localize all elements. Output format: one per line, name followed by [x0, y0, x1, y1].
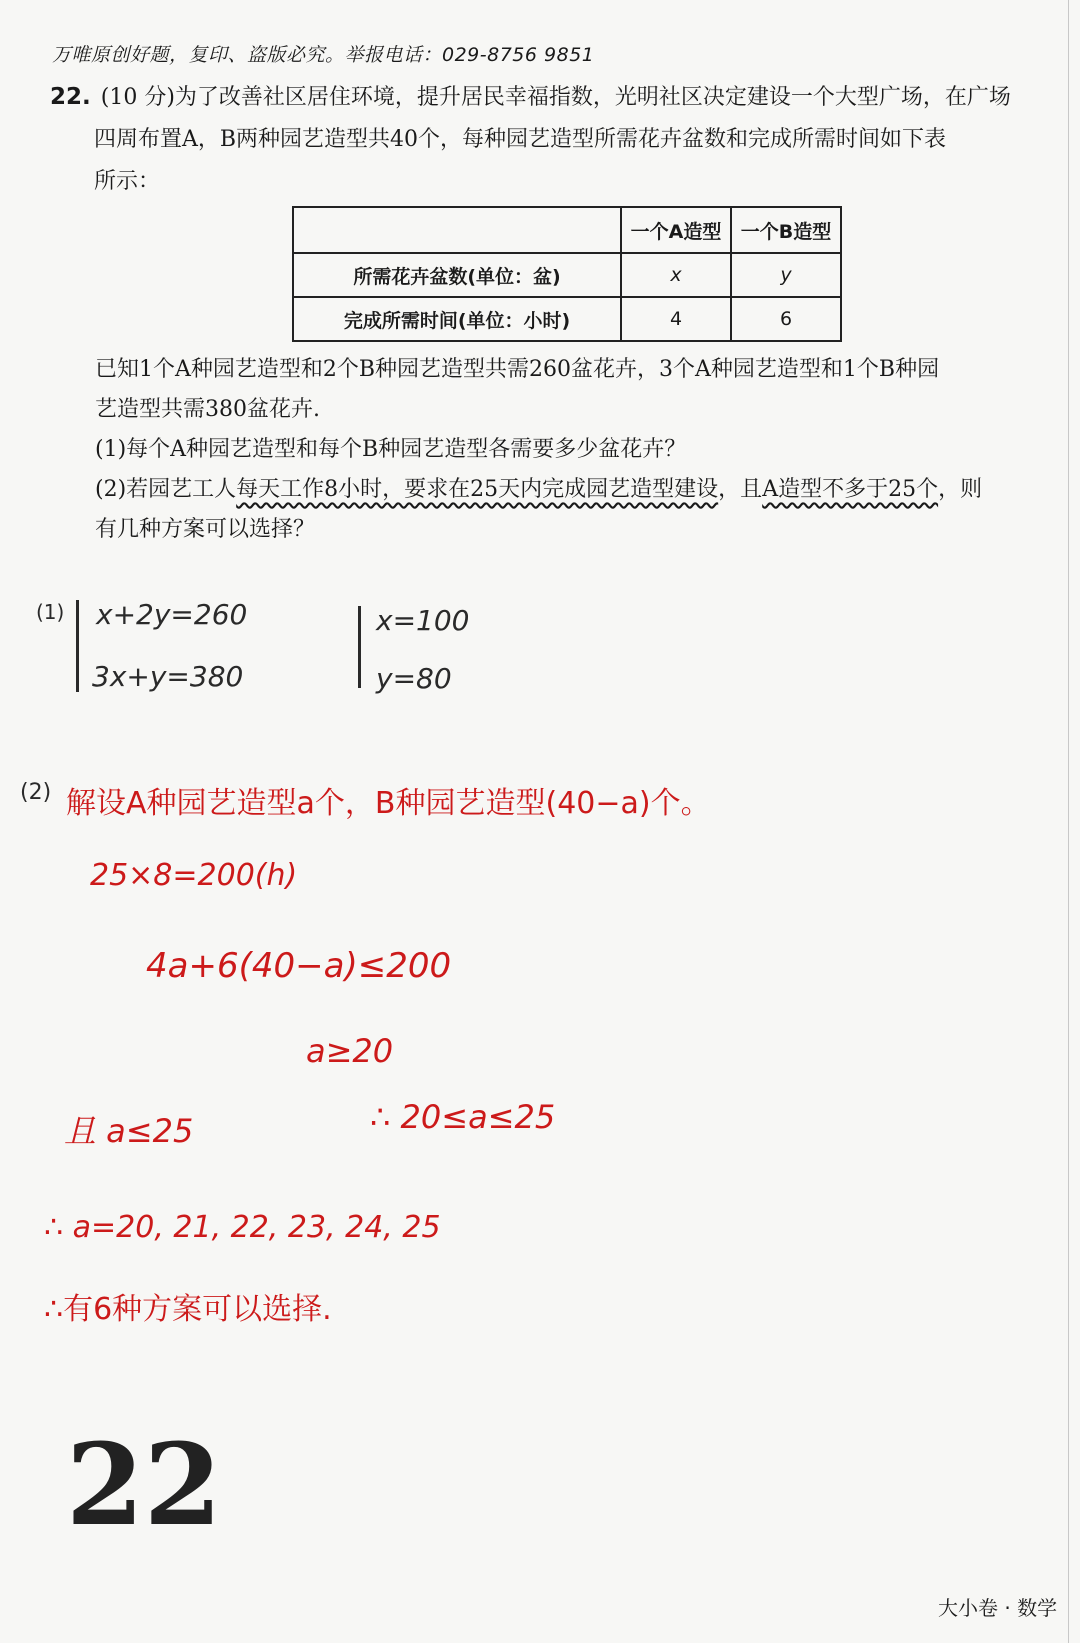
problem-conditions	[95, 350, 1055, 550]
table-cell: x	[621, 253, 731, 297]
solution-x: x=100	[376, 604, 470, 637]
part1-label: (1)	[36, 600, 65, 624]
problem-line-3: 所示：	[94, 169, 161, 194]
table-header-cell	[293, 207, 621, 253]
solution-brace	[358, 606, 367, 688]
problem-number: 22.	[50, 84, 91, 110]
table-cell: 所需花卉盆数(单位：盆)	[293, 253, 621, 297]
equation-1: x+2y=260	[96, 598, 248, 631]
table-row	[293, 253, 841, 297]
hours-calculation: 25×8=200(h)	[90, 858, 298, 893]
a-upper-bound: 且 a≤25	[64, 1112, 194, 1150]
table-cell: 完成所需时间(单位：小时)	[293, 297, 621, 341]
problem-line-1: 22. (10 分)为了改善社区居住环境，提升居民幸福指数，光明社区决定建设一个大型广场，在广场	[50, 84, 1011, 110]
page-edge-line	[1068, 0, 1069, 1643]
a-values: ∴ a=20, 21, 22, 23, 24, 25	[44, 1210, 441, 1245]
table-cell: y	[731, 253, 841, 297]
data-table	[292, 206, 842, 342]
table-header-row	[293, 207, 841, 253]
known-line-1: 已知1个A种园艺造型和2个B种园艺造型共需260盆花卉，3个A种园艺造型和1个B种园	[95, 357, 940, 382]
inequality: 4a+6(40−a)≤200	[146, 946, 452, 986]
table-row	[293, 297, 841, 341]
let-statement: 解设A种园艺造型a个，B种园艺造型(40−a)个。	[66, 786, 711, 821]
table-cell: 4	[621, 297, 731, 341]
footer-label: 大小卷 · 数学	[938, 1596, 1058, 1620]
question-2-line-2: 有几种方案可以选择？	[95, 517, 316, 542]
conclusion: ∴有6种方案可以选择.	[44, 1292, 332, 1327]
part2-label: (2)	[20, 780, 52, 805]
known-line-2: 艺造型共需380盆花卉.	[95, 397, 320, 422]
page-number-large: 22	[66, 1420, 222, 1551]
problem-statement	[50, 76, 1050, 203]
table-header-cell: 一个A造型	[621, 207, 731, 253]
equation-2: 3x+y=380	[92, 660, 244, 693]
question-1: (1)每个A种园艺造型和每个B种园艺造型各需要多少盆花卉？	[95, 437, 687, 462]
table-header-cell: 一个B造型	[731, 207, 841, 253]
problem-line-2: 四周布置A，B两种园艺造型共40个，每种园艺造型所需花卉盆数和完成所需时间如下表	[94, 127, 947, 152]
copyright-note: 万唯原创好题，复印、盗版必究。举报电话：029-8756 9851	[52, 44, 595, 66]
a-lower-bound: a≥20	[306, 1032, 394, 1070]
table-cell: 6	[731, 297, 841, 341]
a-range: ∴ 20≤a≤25	[370, 1098, 556, 1136]
solution-y: y=80	[376, 662, 452, 695]
underlined-condition: 每天工作8小时，要求在25天内完成园艺造型建设	[236, 477, 719, 502]
question-2: (2)若园艺工人每天工作8小时，要求在25天内完成园艺造型建设，且A造型不多于25个，则	[95, 477, 983, 502]
underlined-condition: A造型不多于25个	[762, 477, 939, 502]
system-brace	[76, 600, 85, 692]
